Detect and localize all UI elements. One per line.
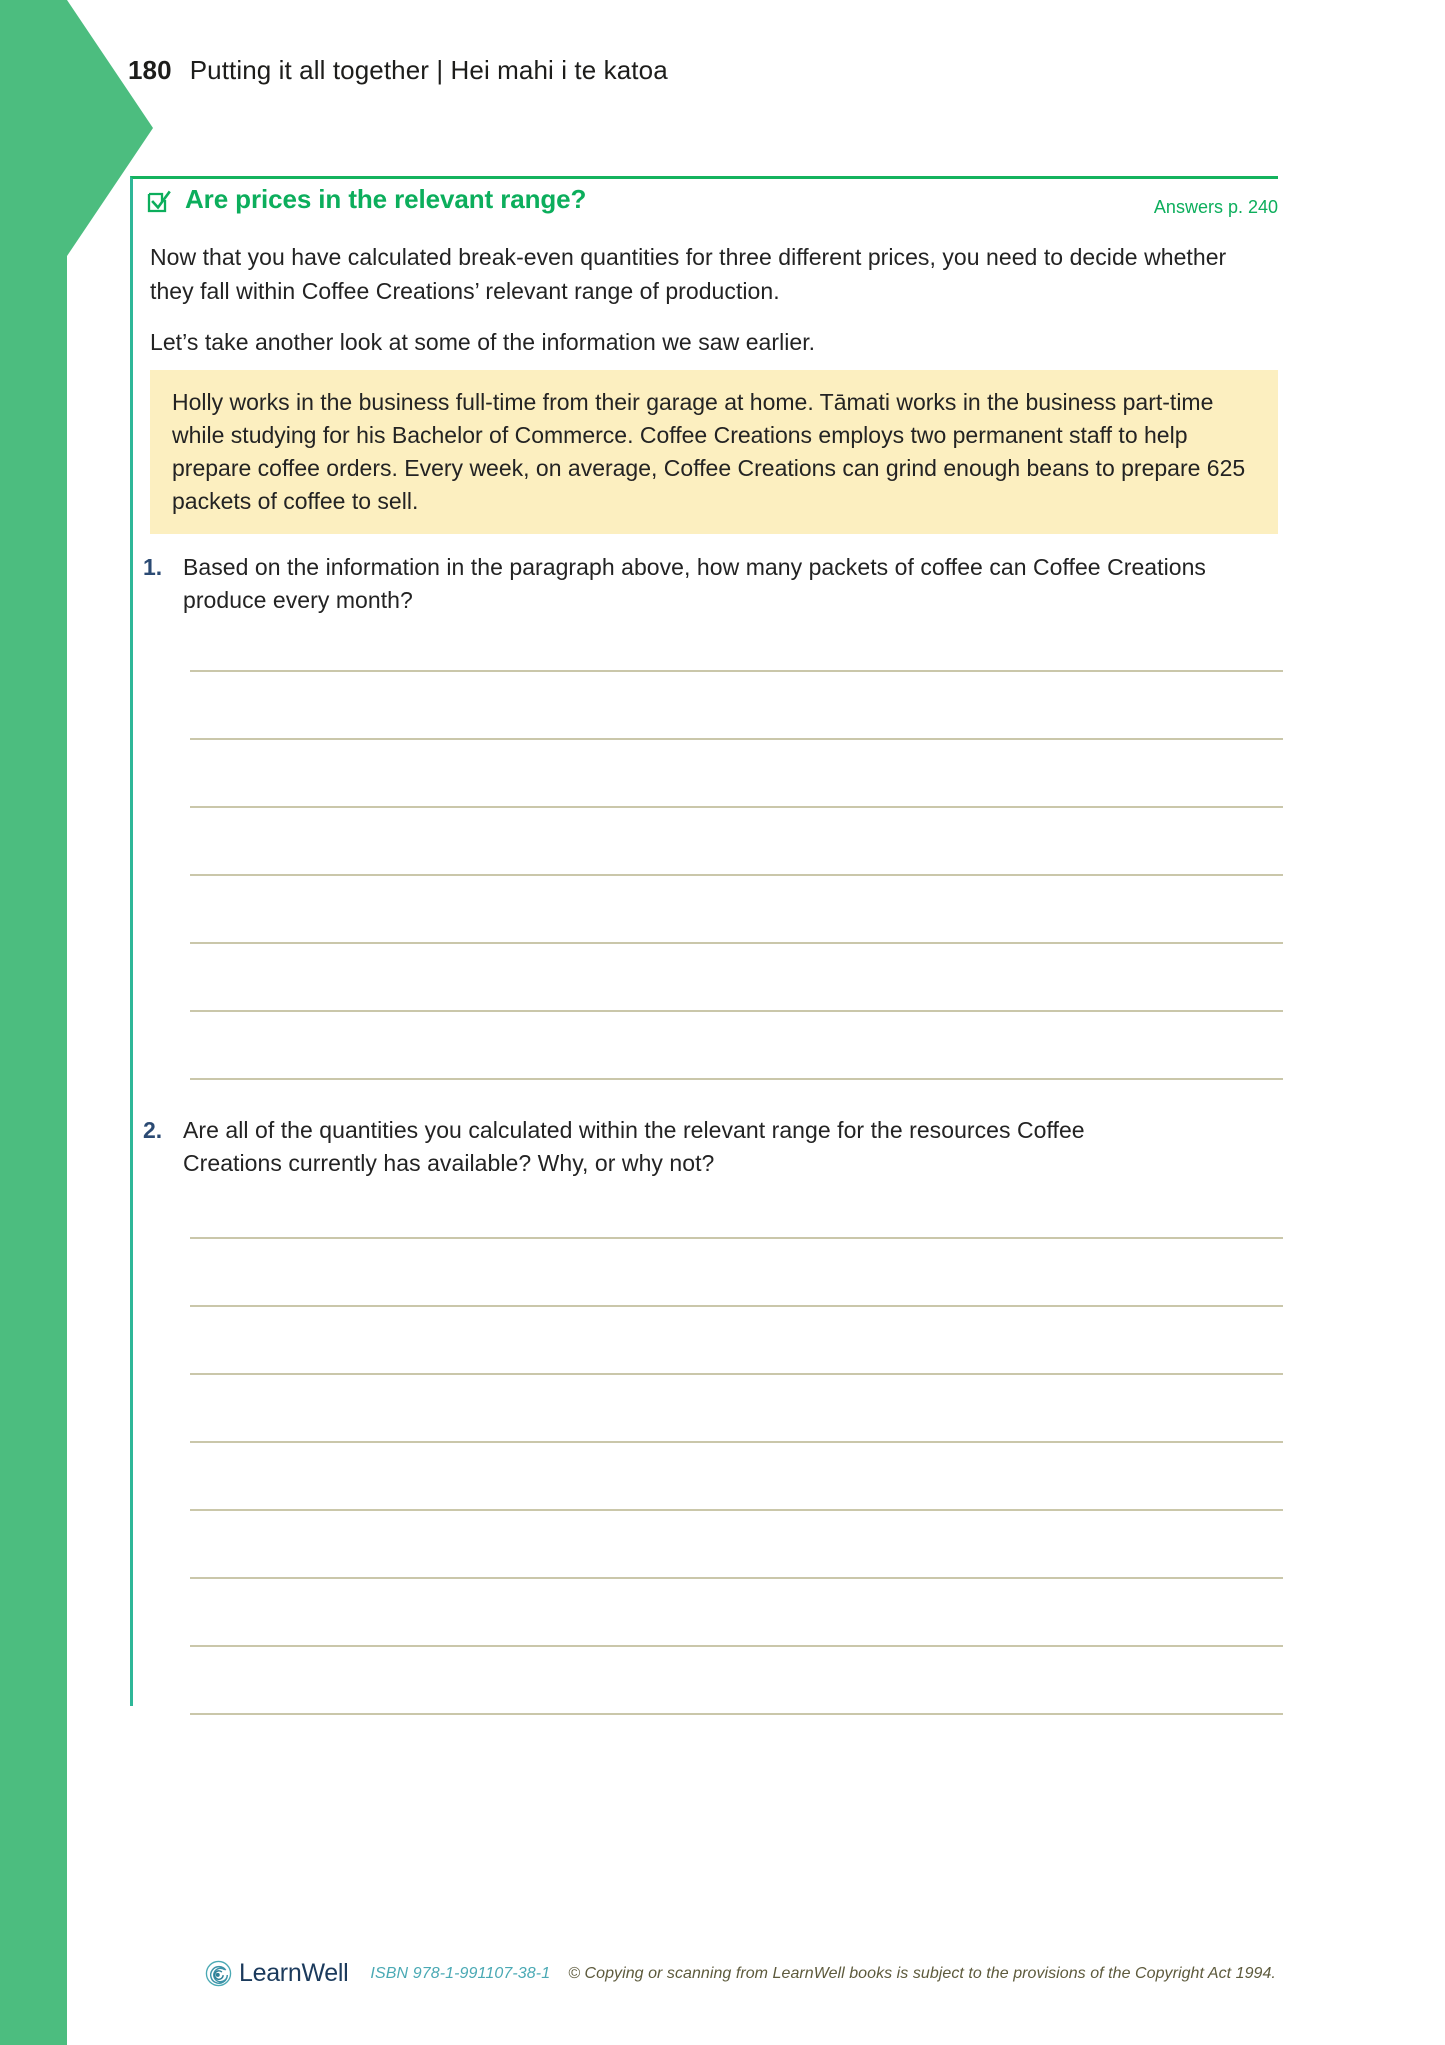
page-title: Putting it all together | Hei mahi i te katoa [189,55,668,85]
answer-line-rule [190,806,1283,808]
question-1-number: 1. [143,554,163,580]
activity-title: Are prices in the relevant range? [185,184,587,214]
answer-line-rule [190,942,1283,944]
footer-copyright: © Copying or scanning from LearnWell books is subject to the provisions of the Copyright Act 1994. [568,1964,1276,1982]
answer-line[interactable] [190,672,1283,740]
answer-line-rule [190,1441,1283,1443]
page-footer [205,1959,1276,1988]
answer-line[interactable] [190,1511,1283,1579]
answer-line[interactable] [190,1171,1283,1239]
answer-line-rule [190,670,1283,672]
answer-line-rule [190,1509,1283,1511]
answer-line[interactable] [190,876,1283,944]
question-2-number: 2. [143,1117,163,1143]
answer-line[interactable] [190,1443,1283,1511]
activity-title-group [146,184,586,215]
checkbox-check-icon [146,189,172,215]
answer-line[interactable] [190,740,1283,808]
intro-paragraph-1: Now that you have calculated break-even quantities for three different prices, you need to decide whether they fall within Coffee Creations’ relevant range of production. [150,244,1227,304]
answer-line[interactable] [190,1012,1283,1080]
answer-line-rule [190,1305,1283,1307]
answer-line-rule [190,738,1283,740]
answer-line-rule [190,1010,1283,1012]
answer-line-rule [190,1713,1283,1715]
page-number: 180 [128,55,172,85]
answer-line[interactable] [190,944,1283,1012]
learnwell-wordmark: LearnWell [239,1959,349,1987]
answer-line-rule [190,874,1283,876]
answer-line-rule [190,1577,1283,1579]
left-green-sidebar [0,0,67,2045]
page-header [128,55,668,86]
answer-line-rule [190,1078,1283,1080]
question-1-text: Based on the information in the paragraph above, how many packets of coffee can Coffee Creations produce every month? [183,554,1206,613]
answers-page-reference: Answers p. 240 [1153,196,1278,217]
answer-lines-question-1[interactable] [190,604,1283,1080]
answer-line[interactable] [190,1647,1283,1715]
footer-isbn: ISBN 978-1-991107-38-1 [370,1964,551,1982]
answer-line[interactable] [190,604,1283,672]
answer-line-rule [190,1237,1283,1239]
answer-line[interactable] [190,1239,1283,1307]
answer-line-rule [190,1373,1283,1375]
activity-header [146,184,1278,218]
answer-line[interactable] [190,1307,1283,1375]
answer-lines-question-2[interactable] [190,1171,1283,1715]
answer-line[interactable] [190,1579,1283,1647]
intro-paragraph-2: Let’s take another look at some of the information we saw earlier. [150,329,816,355]
answer-line-rule [190,1645,1283,1647]
highlight-callout: Holly works in the business full-time from their garage at home. Tāmati works in the business part-time while studying for his Bachelor of Commerce. Coffee Creations employs two permanent staff to help prepare coffee orders. Every week, on average, Coffee Creations can grind enough beans to prepare 625 packets of coffee to sell. [150,370,1278,534]
question-2-text: Are all of the quantities you calculated within the relevant range for the resources Coffee Creations currently has available? Why, or why not? [183,1117,1085,1176]
answer-line[interactable] [190,808,1283,876]
answer-line[interactable] [190,1375,1283,1443]
learnwell-spiral-logo-icon [205,1960,232,1987]
